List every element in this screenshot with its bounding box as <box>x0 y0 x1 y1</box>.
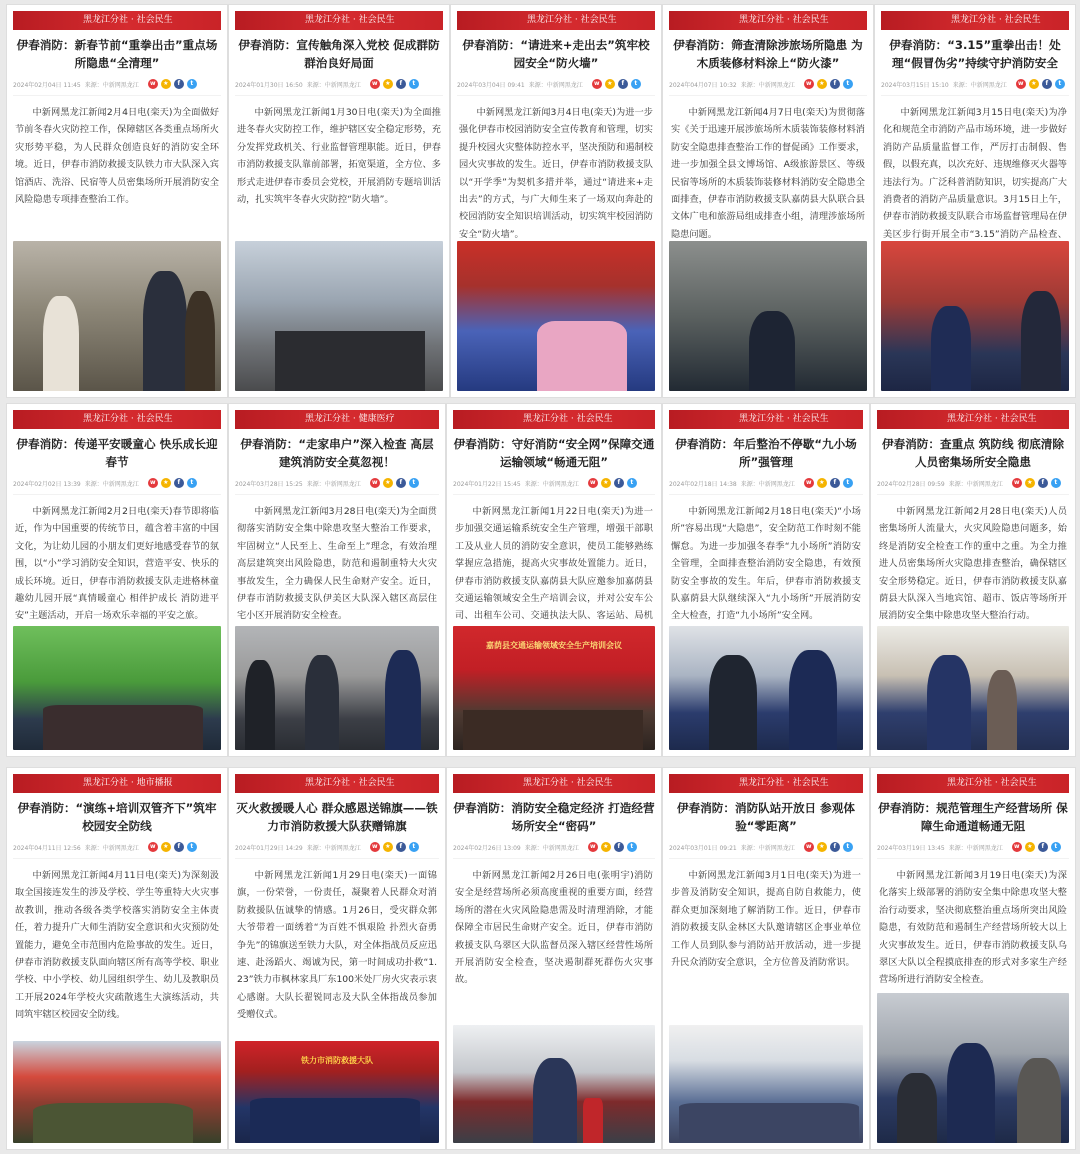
article-photo <box>235 626 439 750</box>
article-meta <box>13 840 221 859</box>
weibo-share-icon[interactable]: w <box>370 478 380 488</box>
article-meta <box>669 840 863 859</box>
news-card[interactable] <box>7 5 227 397</box>
photo-banner-text: 嘉荫县交通运输领域安全生产培训会议 <box>486 641 622 650</box>
qzone-share-icon[interactable]: ★ <box>817 79 827 89</box>
article-meta <box>453 840 655 859</box>
news-card[interactable] <box>447 404 661 756</box>
article-title[interactable]: 灭火救援暖人心 群众感恩送锦旗——铁力市消防救援大队获赠锦旗 <box>236 801 438 833</box>
news-card[interactable] <box>875 5 1075 397</box>
article-title[interactable]: 伊春消防：“演练+培训双管齐下”筑牢校园安全防线 <box>17 801 217 833</box>
article-title[interactable]: 伊春消防：“3.15”重拳出击！处理“假冒伪劣”持续守护消防安全 <box>889 38 1061 70</box>
section-banner: 黑龙江分社 · 社会民生 <box>881 11 1069 30</box>
article-body: 中新网黑龙江新闻3月19日电(栾天)为深化落实上级部署的消防安全集中除患攻坚大整治行动要求，坚决彻底整治重点场所突出风险隐患，有效防范和遏制生产经营场所较大以上火灾事故发生。近日，伊春市消防救援支队乌翠区大队以全程摸底排查的形式对多家生产经营场所进行消防安全检查。 <box>879 870 1067 986</box>
publish-date: 2024年02月04日 11:45 <box>13 81 81 89</box>
weibo-share-icon[interactable]: w <box>148 478 158 488</box>
section-banner: 黑龙江分社 · 社会民生 <box>235 774 439 793</box>
source-label: 来源：中新网黑龙江 <box>948 480 1003 488</box>
section-banner: 黑龙江分社 · 社会民生 <box>877 774 1069 793</box>
publish-date: 2024年04月11日 12:56 <box>13 844 81 852</box>
qzone-share-icon[interactable]: ★ <box>383 79 393 89</box>
photo-banner-text: 铁力市消防救援大队 <box>301 1056 373 1065</box>
article-body: 中新网黑龙江新闻3月1日电(栾天)为进一步普及消防安全知识，提高自防自救能力，使群众更加深刻地了解消防工作。近日，伊春市消防救援支队金林区大队邀请辖区企事业单位工作人员到队参与消防站开放活动，进一步提升民众消防安全意识，全方位普及消防常识。 <box>671 870 861 969</box>
weibo-share-icon[interactable]: w <box>804 842 814 852</box>
facebook-share-icon[interactable]: f <box>1038 842 1048 852</box>
article-title[interactable]: 伊春消防：规范管理生产经营场所 保障生命通道畅通无阻 <box>878 801 1068 833</box>
publish-date: 2024年02月26日 13:09 <box>453 844 521 852</box>
article-body: 中新网黑龙江新闻1月30日电(栾天)为全面推进冬春火灾防控工作，维护辖区安全稳定形势，充分发挥党政机关、行业监督管理职能。近日，伊春市消防救援支队靠前部署，拓宽渠道，全方位、多形式走进伊春市委员会党校，开展消防专题培训活动，扎实筑牢冬春火灾防控“防火墙”。 <box>237 107 441 206</box>
article-title[interactable]: 伊春消防：“请进来+走出去”筑牢校园安全“防火墙” <box>462 38 650 70</box>
article-body: 中新网黑龙江新闻3月4日电(栾天)为进一步强化伊春市校园消防安全宣传教育和管理，切实提升校园火灾整体防控水平，坚决预防和遏制校园火灾事故的发生。近日，伊春市消防救援支队以“开学季”为契机多措并举，通过“请进来+走出去”的方式，与广大师生来了一场双向奔赴的校园消防安全知识培训活动，切实筑牢校园消防安全“防火墙”。 <box>459 107 653 240</box>
publish-date: 2024年03月28日 15:25 <box>235 480 303 488</box>
facebook-share-icon[interactable]: f <box>830 842 840 852</box>
article-body: 中新网黑龙江新闻4月11日电(栾天)为深刻汲取全国接连发生的涉及学校、学生等重特大火灾事故教训，推动各级各类学校落实消防安全主体责任，着力提升广大师生消防安全意识和火灾预防处置能力，避免全市范围内危险事故的发生。近日，伊春市消防救援支队面向辖区所有高等学校、职业学校、中小学校、幼儿园组织学生、幼儿及教职员工开展2024年学校火灾疏散逃生大演练活动，共同筑牢辖区校园安全防线。 <box>15 870 219 1021</box>
share-icons <box>588 478 637 488</box>
facebook-share-icon[interactable]: f <box>396 478 406 488</box>
article-title[interactable]: 伊春消防：新春节前“重拳出击”重点场所隐患“全清理” <box>16 38 218 70</box>
news-card[interactable] <box>447 768 661 1149</box>
facebook-share-icon[interactable]: f <box>396 79 406 89</box>
news-card[interactable] <box>663 768 869 1149</box>
article-meta <box>669 77 867 96</box>
source-label: 来源：中新网黑龙江 <box>84 480 139 488</box>
section-banner: 黑龙江分社 · 社会民生 <box>235 11 443 30</box>
article-meta <box>881 77 1069 96</box>
share-icons <box>1012 842 1061 852</box>
article-photo <box>13 241 221 391</box>
weibo-share-icon[interactable]: w <box>148 79 158 89</box>
article-body: 中新网黑龙江新闻2月18日电(栾天)“小场所”容易出现“大隐患”，安全防范工作时刻不能懈怠。为进一步加强冬春季“九小场所”消防安全管理，全面排查整治消防安全隐患，有效预防安全事故的发生。年后，伊春市消防救援支队嘉荫县大队继续深入“九小场所”开展消防安全大检查，打造“九小场所”安全网。 <box>671 506 861 622</box>
weibo-share-icon[interactable]: w <box>1012 478 1022 488</box>
publish-date: 2024年01月29日 14:29 <box>235 844 303 852</box>
weibo-share-icon[interactable]: w <box>1012 842 1022 852</box>
share-icons <box>148 79 197 89</box>
twitter-share-icon[interactable]: t <box>187 842 197 852</box>
share-icons <box>370 79 419 89</box>
publish-date: 2024年02月02日 13:39 <box>13 480 81 488</box>
share-icons <box>370 842 419 852</box>
share-icons <box>804 842 853 852</box>
article-meta <box>13 476 221 495</box>
article-photo <box>453 626 655 750</box>
share-icons <box>148 842 197 852</box>
news-card[interactable] <box>871 768 1075 1149</box>
article-meta <box>669 476 863 495</box>
twitter-share-icon[interactable]: t <box>1051 478 1061 488</box>
section-banner: 黑龙江分社 · 社会民生 <box>669 410 863 429</box>
weibo-share-icon[interactable]: w <box>1016 79 1026 89</box>
article-meta <box>235 77 443 96</box>
source-label: 来源：中新网黑龙江 <box>740 480 795 488</box>
article-meta <box>13 77 221 96</box>
article-body: 中新网黑龙江新闻1月29日电(栾天)一面锦旗，一份荣誉，一份责任，凝聚着人民群众对消防救援队伍诚挚的情感。1月26日，受灾群众郭大爷带着一面绣着“为百姓不惧艰险 扑烈火奋勇争先”的锦旗送至铁力大队，对全体指战员反应迅速、赴汤蹈火、竭诚为民，第一时间成功扑救“1.23”铁力市枫林家具厂东100米处厂房火灾表示衷心感谢。大队长翟锐同志及大队全体指战员参加受赠仪式。 <box>237 870 437 1021</box>
twitter-share-icon[interactable]: t <box>627 478 637 488</box>
qzone-share-icon[interactable]: ★ <box>605 79 615 89</box>
share-icons <box>588 842 637 852</box>
news-card[interactable] <box>663 5 873 397</box>
article-meta <box>235 840 439 859</box>
news-card[interactable] <box>451 5 661 397</box>
twitter-share-icon[interactable]: t <box>1051 842 1061 852</box>
twitter-share-icon[interactable]: t <box>409 79 419 89</box>
article-title[interactable]: 伊春消防：“走家串户”深入检查 高层建筑消防安全莫忽视！ <box>240 437 434 469</box>
facebook-share-icon[interactable]: f <box>174 478 184 488</box>
weibo-share-icon[interactable]: w <box>592 79 602 89</box>
share-icons <box>592 79 641 89</box>
weibo-share-icon[interactable]: w <box>588 478 598 488</box>
article-photo <box>669 1025 863 1143</box>
news-card[interactable] <box>229 768 445 1149</box>
weibo-share-icon[interactable]: w <box>370 79 380 89</box>
section-banner: 黑龙江分社 · 社会民生 <box>669 774 863 793</box>
twitter-share-icon[interactable]: t <box>631 79 641 89</box>
article-title[interactable]: 伊春消防：消防队站开放日 参观体验“零距离” <box>677 801 855 833</box>
weibo-share-icon[interactable]: w <box>804 478 814 488</box>
section-banner: 黑龙江分社 · 社会民生 <box>669 11 867 30</box>
source-label: 来源：中新网黑龙江 <box>524 480 579 488</box>
article-photo <box>13 1041 221 1143</box>
section-banner: 黑龙江分社 · 社会民生 <box>13 11 221 30</box>
article-body: 中新网黑龙江新闻4月7日电(栾天)为贯彻落实《关于迅速开展涉旅场所木质装饰装修材料消防安全隐患排查整治工作的督促函》工作要求，进一步加强全县文博场馆、A级旅游景区、等级民宿等场所的木质装饰装修材料消防安全隐患全面排查，伊春市消防救援支队嘉荫县大队联合县文体广电和旅游局组成排查小组，清理涉旅场所隐患问题。 <box>671 107 865 240</box>
twitter-share-icon[interactable]: t <box>843 842 853 852</box>
article-meta <box>235 476 439 495</box>
article-body: 中新网黑龙江新闻3月28日电(栾天)为全面贯彻落实消防安全集中除患攻坚大整治工作要求，牢固树立“人民至上、生命至上”理念，有效治理高层建筑突出风险隐患，防范和遏制重特大火灾事故发生，全力确保人民生命财产安全。近日，伊春市消防救援支队伊美区大队深入辖区高层住宅小区开展消防安全检查。 <box>237 506 437 622</box>
twitter-share-icon[interactable]: t <box>843 79 853 89</box>
section-banner: 黑龙江分社 · 社会民生 <box>453 774 655 793</box>
article-body: 中新网黑龙江新闻3月15日电(栾天)为净化和规范全市消防产品市场环境，进一步做好消防产品质量监督工作，严厉打击制假、售假，以假充真，以次充好、违规维修灭火器等违法行为。广泛科普消防知识，切实提高广大消费者的消防产品质量意识。3月15日上午，伊春市消防救援支队联合市场监督管理局在伊美区步行街开展全市“3.15”消防产品检查、 <box>883 107 1067 240</box>
qzone-share-icon[interactable]: ★ <box>1025 842 1035 852</box>
twitter-share-icon[interactable]: t <box>843 478 853 488</box>
source-label: 来源：中新网黑龙江 <box>306 480 361 488</box>
qzone-share-icon[interactable]: ★ <box>817 478 827 488</box>
article-meta <box>457 77 655 96</box>
share-icons <box>1016 79 1065 89</box>
source-label: 来源：中新网黑龙江 <box>84 81 139 89</box>
facebook-share-icon[interactable]: f <box>614 478 624 488</box>
publish-date: 2024年03月04日 09:41 <box>457 81 525 89</box>
twitter-share-icon[interactable]: t <box>409 842 419 852</box>
twitter-share-icon[interactable]: t <box>187 79 197 89</box>
qzone-share-icon[interactable]: ★ <box>383 478 393 488</box>
article-title[interactable]: 伊春消防：传递平安暖童心 快乐成长迎春节 <box>16 437 218 469</box>
publish-date: 2024年03月15日 15:10 <box>881 81 949 89</box>
source-label: 来源：中新网黑龙江 <box>306 844 361 852</box>
weibo-share-icon[interactable]: w <box>588 842 598 852</box>
section-banner: 黑龙江分社 · 社会民生 <box>877 410 1069 429</box>
news-card[interactable] <box>229 404 445 756</box>
article-body: 中新网黑龙江新闻2月28日电(栾天)人员密集场所人流量大，火灾风险隐患问题多，始终是消防安全检查工作的重中之重。为全力推进人员密集场所火灾隐患排查整治，确保辖区安全形势稳定。近日，伊春市消防救援支队嘉荫县大队深入当地宾馆、超市、饭店等场所开展消防安全集中除患攻坚大整治行动。 <box>879 506 1067 622</box>
article-title[interactable]: 伊春消防：守好消防“安全网”保障交通运输领域“畅通无阻” <box>453 437 655 469</box>
publish-date: 2024年02月18日 14:38 <box>669 480 737 488</box>
article-title[interactable]: 伊春消防：查重点 筑防线 彻底清除人员密集场所安全隐患 <box>882 437 1064 469</box>
facebook-share-icon[interactable]: f <box>1042 79 1052 89</box>
article-photo <box>453 1025 655 1143</box>
news-card[interactable] <box>229 5 449 397</box>
article-title[interactable]: 伊春消防：消防安全稳定经济 打造经营场所安全“密码” <box>453 801 655 833</box>
weibo-share-icon[interactable]: w <box>148 842 158 852</box>
publish-date: 2024年03月19日 13:45 <box>877 844 945 852</box>
article-photo <box>669 241 867 391</box>
share-icons <box>804 478 853 488</box>
news-card[interactable] <box>871 404 1075 756</box>
article-title[interactable]: 伊春消防：宣传触角深入党校 促成群防群治良好局面 <box>238 38 440 70</box>
article-photo <box>235 1041 439 1143</box>
section-banner: 黑龙江分社 · 社会民生 <box>457 11 655 30</box>
article-photo <box>669 626 863 750</box>
qzone-share-icon[interactable]: ★ <box>383 842 393 852</box>
source-label: 来源：中新网黑龙江 <box>524 844 579 852</box>
publish-date: 2024年03月01日 09:21 <box>669 844 737 852</box>
publish-date: 2024年01月30日 16:50 <box>235 81 303 89</box>
share-icons <box>804 79 853 89</box>
news-card[interactable] <box>663 404 869 756</box>
article-title[interactable]: 伊春消防：筛查清除涉旅场所隐患 为木质装修材料涂上“防火漆” <box>673 38 863 70</box>
qzone-share-icon[interactable]: ★ <box>817 842 827 852</box>
article-photo <box>877 626 1069 750</box>
article-body: 中新网黑龙江新闻1月22日电(栾天)为进一步加强交通运输系统安全生产管理，增强干部职工及从业人员的消防安全意识，使员工能够熟练掌握应急措施，提高火灾事故处置能力。近日，伊春市消防救援支队嘉荫县大队应邀参加嘉荫县交通运输领域安全生产培训会议，并对公安车公司、出租车公司、交通执法大队、客运站、局机 <box>455 506 653 622</box>
article-photo <box>13 626 221 750</box>
qzone-share-icon[interactable]: ★ <box>1025 478 1035 488</box>
facebook-share-icon[interactable]: f <box>1038 478 1048 488</box>
source-label: 来源：中新网黑龙江 <box>84 844 139 852</box>
qzone-share-icon[interactable]: ★ <box>161 842 171 852</box>
facebook-share-icon[interactable]: f <box>830 478 840 488</box>
article-photo <box>457 241 655 391</box>
source-label: 来源：中新网黑龙江 <box>740 844 795 852</box>
weibo-share-icon[interactable]: w <box>804 79 814 89</box>
article-body: 中新网黑龙江新闻2月4日电(栾天)为全面做好节前冬春火灾防控工作，保障辖区各类重点场所火灾形势平稳，为人民群众创造良好的消防安全环境。近日，伊春市消防救援支队铁力市大队深入宾馆酒店、洗浴、民宿等人员密集场所开展消防安全风险隐患专项排查整治工作。 <box>15 107 219 206</box>
weibo-share-icon[interactable]: w <box>370 842 380 852</box>
section-banner: 黑龙江分社 · 社会民生 <box>13 410 221 429</box>
publish-date: 2024年04月07日 10:32 <box>669 81 737 89</box>
facebook-share-icon[interactable]: f <box>830 79 840 89</box>
article-photo <box>881 241 1069 391</box>
facebook-share-icon[interactable]: f <box>396 842 406 852</box>
qzone-share-icon[interactable]: ★ <box>601 478 611 488</box>
news-card[interactable] <box>7 768 227 1149</box>
facebook-share-icon[interactable]: f <box>174 842 184 852</box>
section-banner: 黑龙江分社 · 健康医疗 <box>235 410 439 429</box>
qzone-share-icon[interactable]: ★ <box>601 842 611 852</box>
source-label: 来源：中新网黑龙江 <box>306 81 361 89</box>
share-icons <box>1012 478 1061 488</box>
qzone-share-icon[interactable]: ★ <box>1029 79 1039 89</box>
article-meta <box>877 476 1069 495</box>
article-body: 中新网黑龙江新闻2月26日电(张明宇)消防安全是经营场所必须高度重视的重要方面，经营场所的潜在火灾风险隐患需及时清理消除，才能保障全市居民生命财产安全。近日，伊春市消防救援支队乌翠区大队监督员深入辖区经营性场所开展消防安全检查，坚决遏制群死群伤火灾事故。 <box>455 870 653 986</box>
source-label: 来源：中新网黑龙江 <box>948 844 1003 852</box>
section-banner: 黑龙江分社 · 社会民生 <box>453 410 655 429</box>
share-icons <box>148 478 197 488</box>
source-label: 来源：中新网黑龙江 <box>952 81 1007 89</box>
qzone-share-icon[interactable]: ★ <box>161 79 171 89</box>
twitter-share-icon[interactable]: t <box>1055 79 1065 89</box>
facebook-share-icon[interactable]: f <box>174 79 184 89</box>
article-body: 中新网黑龙江新闻2月2日电(栾天)春节即将临近，作为中国重要的传统节日，蕴含着丰富的中国文化，为让幼儿园的小朋友们更好地感受春节的氛围，以“小”学习消防安全知识，营造平安、快乐的成长环境。近日，伊春市消防救援支队走进格林童趣幼儿园开展“真情暖童心 相伴护成长 消防进平安”主题活动，开启一场欢乐幸福的平安之旅。 <box>15 506 219 622</box>
section-banner: 黑龙江分社 · 地市播报 <box>13 774 221 793</box>
article-meta <box>877 840 1069 859</box>
facebook-share-icon[interactable]: f <box>614 842 624 852</box>
news-card[interactable] <box>7 404 227 756</box>
article-title[interactable]: 伊春消防：年后整治不停歇“九小场所”强管理 <box>675 437 857 469</box>
article-photo <box>235 241 443 391</box>
publish-date: 2024年02月28日 09:59 <box>877 480 945 488</box>
twitter-share-icon[interactable]: t <box>409 478 419 488</box>
publish-date: 2024年01月22日 15:45 <box>453 480 521 488</box>
article-meta <box>453 476 655 495</box>
twitter-share-icon[interactable]: t <box>627 842 637 852</box>
qzone-share-icon[interactable]: ★ <box>161 478 171 488</box>
share-icons <box>370 478 419 488</box>
facebook-share-icon[interactable]: f <box>618 79 628 89</box>
source-label: 来源：中新网黑龙江 <box>528 81 583 89</box>
twitter-share-icon[interactable]: t <box>187 478 197 488</box>
article-photo <box>877 993 1069 1143</box>
source-label: 来源：中新网黑龙江 <box>740 81 795 89</box>
